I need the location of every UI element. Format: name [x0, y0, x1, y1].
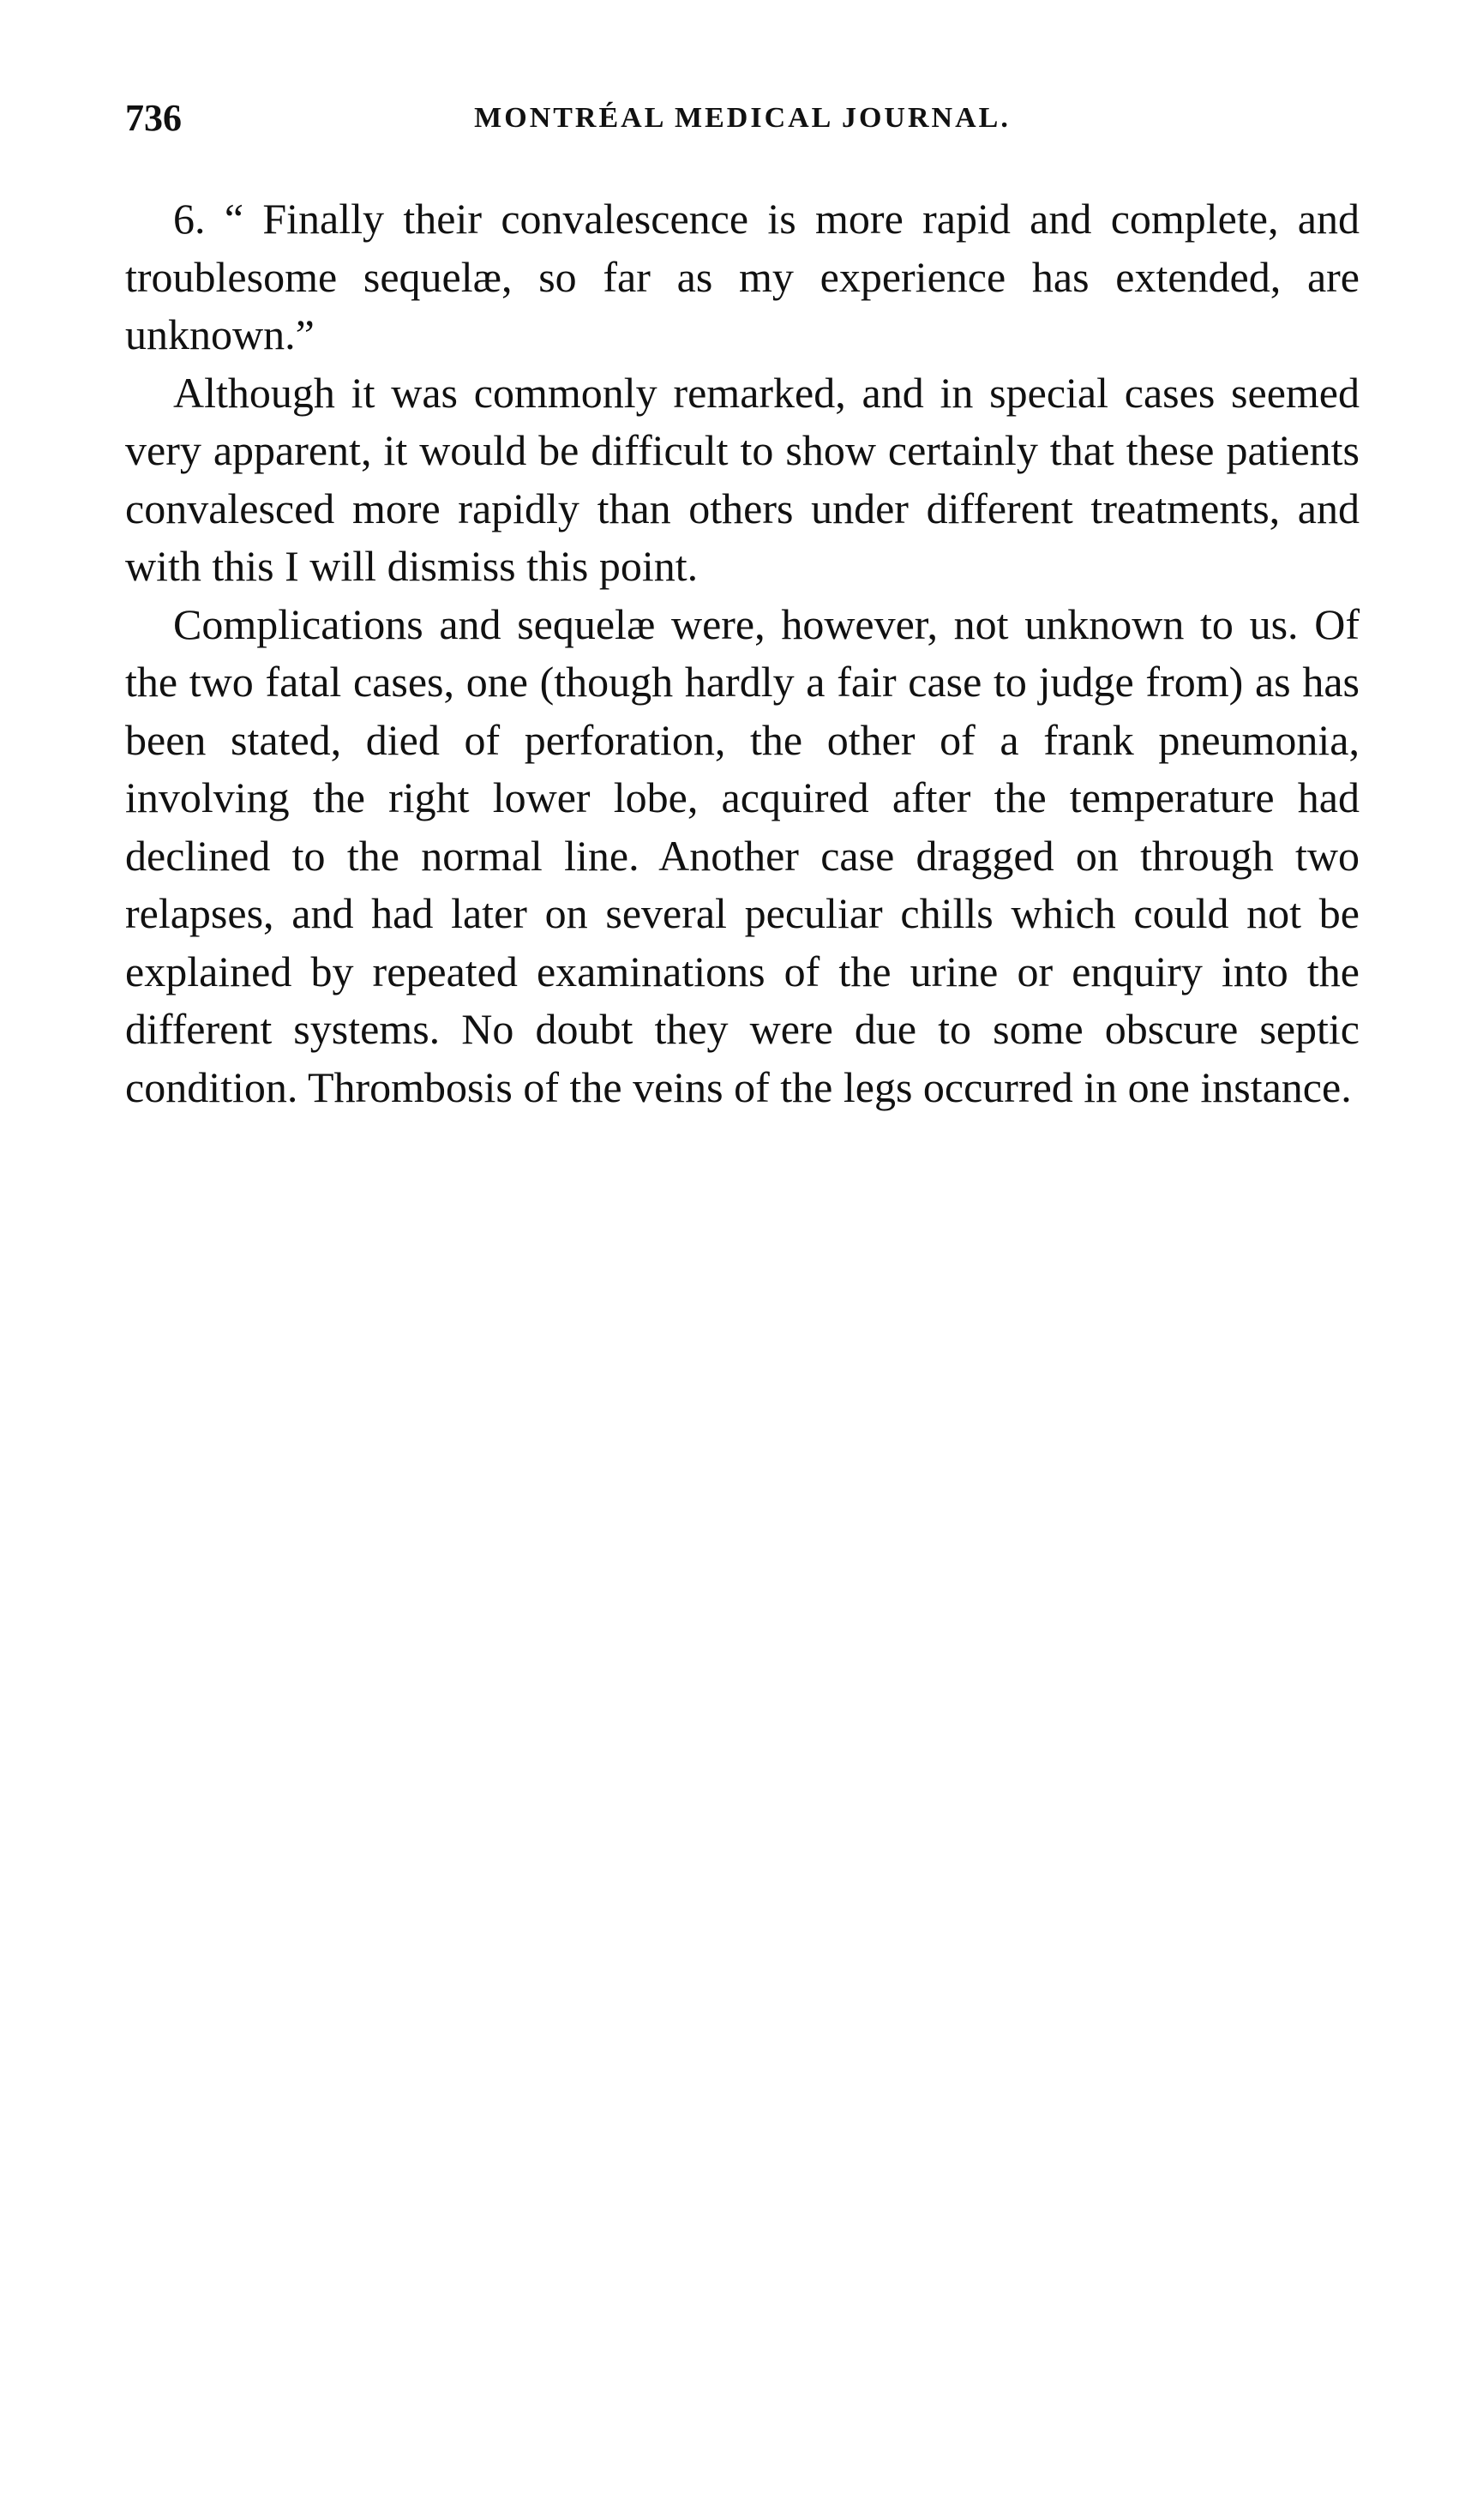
page-number: 736 — [125, 97, 182, 139]
body-text — [125, 190, 1360, 1116]
running-head — [125, 93, 1360, 144]
paragraph-complications: Complications and sequelæ were, however, not unknown to us. Of the two fatal cases, one (though hardly a fair case to judge from) as has been stated, died of perforation, the other of a frank pneumonia, involving the right lower lobe, acquired after the temperature had declined to the normal line. Another case dragged on through two relapses, and had later on several peculiar chills which could not be explained by repeated examinations of the urine or enquiry into the different systems. No doubt they were due to some obscure septic condition. Thrombosis of the veins of the legs occurred in one instance. — [125, 599, 1360, 1111]
paragraph-convalescence: 6. “ Finally their convalescence is more rapid and complete, and troublesome sequelæ, so far as my experience has extended, are unknown.” — [125, 195, 1360, 358]
journal-title: MONTRÉAL MEDICAL JOURNAL. — [474, 102, 1011, 134]
paragraph-convalescence-rate: Although it was commonly remarked, and in special cases seemed very apparent, it would be difficult to show certainly that these patients convalesced more rapidly than others under different treatments, and with this I will dismiss this point. — [125, 368, 1360, 590]
